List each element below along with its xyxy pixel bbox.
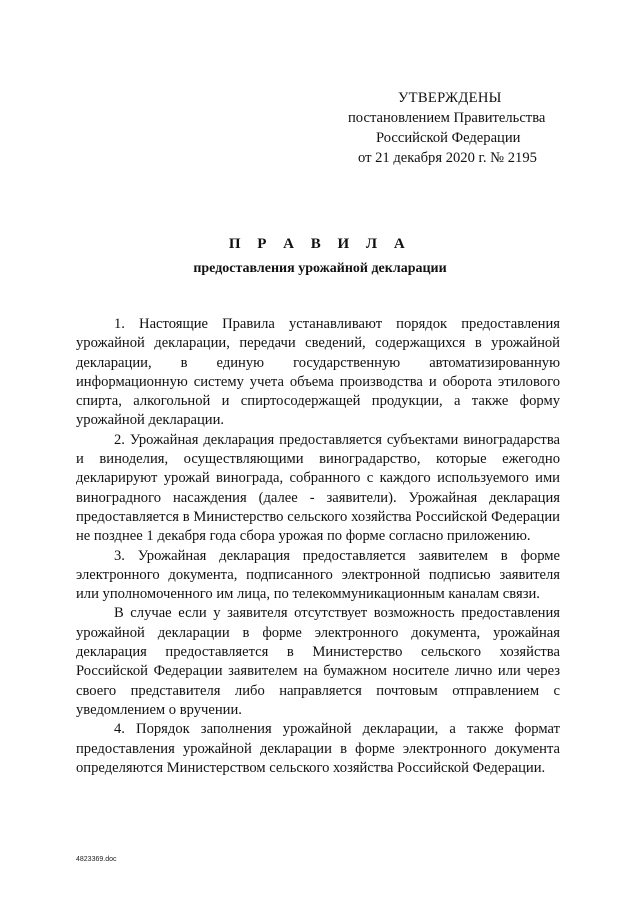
approval-title: УТВЕРЖДЕНЫ <box>398 90 502 106</box>
paragraph-2: 2. Урожайная декларация предоставляется субъектами виноградарства и виноделия, осуществляющими виноградарство, которые ежегодно декларируют урожай винограда, собранного с каждого используемого ими виноградного насаждения (далее - заявители). Урожайная декларация предоставляется в Министерство сельского хозяйства Российской Федерации не позднее 1 декабря года сбора урожая по форме согласно приложению. <box>76 431 560 545</box>
document-title: П Р А В И Л А <box>228 236 412 252</box>
document-body <box>76 315 560 778</box>
approval-line-date-number: от 21 декабря 2020 г. № 2195 <box>358 150 537 166</box>
paragraph-1: 1. Настоящие Правила устанавливают порядок предоставления урожайной декларации, передачи сведений, содержащихся в урожайной декларации, в единую государственную автоматизированную информационную систему учета объема производства и оборота этилового спирта, алкогольной и спиртосодержащей продукции, а также форму урожайной декларации. <box>76 316 560 429</box>
approval-line-resolution: постановлением Правительства <box>348 110 546 126</box>
approval-line-federation: Российской Федерации <box>376 130 521 146</box>
document-subtitle: предоставления урожайной декларации <box>193 261 447 276</box>
paragraph-3-continued: В случае если у заявителя отсутствует возможность предоставления урожайной декларации в форме электронного документа, урожайная декларация предоставляется в Министерство сельского хозяйства Российской Федерации заявителем на бумажном носителе лично или через своего представителя либо направляется почтовым отправлением с уведомлением о вручении. <box>76 605 560 718</box>
footer-file-name: 4823369.doc <box>76 856 117 863</box>
paragraph-3: 3. Урожайная декларация предоставляется заявителем в форме электронного документа, подписанного электронной подписью заявителя или уполномоченного им лица, по телекоммуникационным каналам связи. <box>76 547 560 603</box>
paragraph-4: 4. Порядок заполнения урожайной декларации, а также формат предоставления урожайной декларации в форме электронного документа определяются Министерством сельского хозяйства Российской Федерации. <box>76 721 560 776</box>
approval-block <box>340 88 580 168</box>
